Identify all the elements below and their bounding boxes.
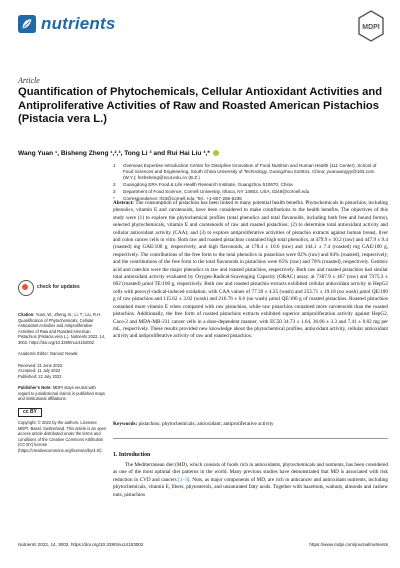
nutrients-logo-icon: [18, 15, 36, 33]
affiliation: [113, 182, 388, 188]
journal-logo[interactable]: [18, 14, 116, 34]
article-dates: [18, 363, 108, 380]
correspondence-text: Correspondence: rl23@cornell.edu; Tel.: +1-607-255-6235: [123, 196, 242, 202]
accepted-date: Accepted: 11 July 2022: [18, 368, 61, 373]
journal-name: nutrients: [41, 14, 116, 33]
affiliation-text: Guangdong ERA Food & Life Health Research Institute, Guangzhou 510670, China: [123, 182, 293, 188]
abstract-label: Abstract:: [113, 200, 135, 206]
academic-editor: Academic Editor: Dariusz Nowak: [18, 351, 78, 356]
citation-label: Citation:: [18, 312, 35, 317]
footer-journal-url[interactable]: https://www.mdpi.com/journal/nutrients: [309, 542, 388, 547]
mdpi-logo-text: MDPI: [362, 24, 380, 31]
abstract: [113, 200, 388, 341]
citation-text: Yuan, W.; Zheng, B.; Li, T.; Liu, R.H. Quantification of Phytochemicals, Cellular Antioxidant Activities and Antiproliferative Activities of Raw and Roasted American Pistachios (Pistacia vera L.). Nutrients 2022, 14, 3002. https://doi.org/10.3390/nu14153002: [18, 312, 106, 345]
intro-paragraph: [113, 462, 388, 499]
abstract-text: The consumption of pistachios has been linked to many potential health benefits. Phytochemicals in pistachios, including phenolics, vitamin E and carotenoids, have been considered to make contributions to the health benefits. The objectives of this study were (1) to explore the phytochemical profiles (total phenolics and total flavonoids, including both free and bound forms), selected phytochemicals, vitamin E and carotenoids of raw and roasted pistachios; (2) to determine total antioxidant activity and cellular antioxidant activity (CAA); and (3) to explore antiproliferative activities of pistachio extracts against human breast, liver and colon cancer cells in vitro. Both raw and roasted pistachios contained high total phenolics, at 479.9 ± 10.2 (raw) and 447.9 ± 9.4 (roasted) mg GAE/100 g, respectively, and high flavonoids, at 178.4 ± 10.6 (raw) and 144.1 ± 7.4 (roasted) mg GAE/100 g, respectively. The contributions of the free form to the total phenolics in pistachios were 82% (raw) and 84% (roasted), respectively, and the contributions of the free form to the total flavonoids in pistachios were 65% (raw) and 70% (roasted), respectively. Gentisic acid and catechin were the major phenolics in raw and roasted pistachios, respectively. Both raw and roasted pistachios had similar total antioxidant activity evaluated by Oxygen-Radical-Scavenging Capacity (ORAC) assay, at 7387.9 ± 467 (raw) and 7375.3 ± 602 (roasted) µmol TE/100 g, respectively. Both raw and roasted pistachio extracts exhibited cellular antioxidant activity in HepG2 cells with peroxyl-radical-induced oxidation, with CAA values of 77.39 ± 4.25 (wash) and 253.71 ± 19.18 (no wash) µmol QE/100 g of raw pistachios and 115.62 ± 3.02 (wash) and 216.76 ± 6.6 (no wash) µmol QE/100 g of roasted pistachios. Roasted pistachios contained more vitamin E when compared with raw pistachios, while raw pistachios contained more carotenoids than the roasted pistachios. Additionally, the free form of roasted pistachios extracts exhibited superior antiproliferation activity against HepG2, Caco-2 and MDA-MB-231 cancer cells in a dose-dependent manner, with EC50 34.73 ± 1.64, 36.66 ± 3.3 and 7.41 ± 0.82 mg per mL, respectively. These results provided new knowledge about the phytochemical profiles, antioxidant activity, cellular antioxidant activity and antiproliferative activity of raw and roasted pistachios.: [113, 200, 389, 340]
cc-by-license-badge[interactable]: cc BY: [18, 408, 42, 418]
mdpi-logo[interactable]: [358, 10, 384, 47]
mdpi-logo-icon: [358, 10, 384, 42]
affiliation-mark: 2: [113, 182, 116, 188]
footer-doi[interactable]: 2022, 14, 3002. https://doi.org/10.3390/nu14153002: [36, 542, 144, 547]
publisher-note-label: Publisher’s Note:: [18, 385, 52, 390]
published-date: Published: 22 July 2022: [18, 373, 62, 379]
affiliation-text: Overseas Expertise Introduction Center for Discipline Innovation of Food Nutrition and Human Health (111 Center), School of Food Sciences and Engineering, South China University of Technology, Guangzhou 510641, China; yuanwangyy@163.com (W.Y.); fezbsheng@scut.edu.cn (B.Z.): [123, 163, 377, 181]
keywords-text: pistachios; phytochemicals; antioxidant; antiproliferative activity: [138, 421, 274, 427]
copyright: Copyright: © 2022 by the authors. Licensee MDPI, Basel, Switzerland. This article is an open access article distributed under the terms and conditions of the Creative Commons Attribution (CC BY) license (https://creativecommons.org/licenses/by/4.0/).: [18, 420, 107, 453]
page-footer: [18, 542, 388, 547]
paper-title: Quantification of Phytochemicals, Cellular Antioxidant Activities and Antiproliferative Activities of Raw and Roasted American Pistachios (Pistacia vera L.): [18, 86, 383, 126]
intro-text-after: . Nuts, as major components of MD, are rich in anticancer and antioxidant nutrients, including phytochemicals, vitamin E, fibers, phytosterols, and unsaturated fatty acids. Together with hazelnuts, walnuts, almonds and cashew nuts, pistachios: [113, 476, 388, 498]
intro-text-before: The Mediterranean diet (MD), which consists of foods rich in antioxidants, phytochemicals and nutrients, has been considered as one of the most optimal diet patterns in the world. Many previous studies have demonstrated that MD is associated with risk reduction in CVD and cancers: [113, 462, 388, 483]
author-list: [18, 150, 220, 157]
affiliation-mark: 3: [113, 189, 116, 195]
authors-text: Wang Yuan ¹, Bisheng Zheng ¹,²,³, Tong Li ³ and Rui Hai Liu ³,*: [18, 150, 210, 157]
check-for-updates-button[interactable]: [18, 280, 108, 296]
section-divider: [113, 438, 388, 439]
introduction-text: [113, 462, 388, 499]
affiliations: [113, 163, 388, 203]
article-sidebar: [18, 280, 108, 459]
affiliation-mark: 1: [113, 163, 116, 168]
introduction-heading: 1. Introduction: [113, 452, 151, 458]
citation-link[interactable]: [1–3]: [178, 476, 190, 483]
affiliation: [113, 163, 388, 182]
article-type: Article: [18, 76, 40, 85]
footer-journal: Nutrients: [18, 542, 37, 547]
check-updates-icon: [18, 280, 34, 296]
affiliation-mark: *: [113, 196, 115, 202]
citation: [18, 312, 108, 345]
orcid-icon[interactable]: [213, 150, 219, 156]
affiliation-text: Department of Food Science, Cornell University, Ithaca, NY 14853, USA; tl248@cornell.edu: [123, 189, 310, 195]
check-updates-label: check for updates: [37, 284, 80, 291]
footer-citation: [18, 542, 143, 547]
publisher-note: [18, 385, 108, 402]
received-date: Received: 21 June 2022: [18, 362, 63, 368]
keywords-label: Keywords:: [113, 421, 138, 427]
publisher-note-text: MDPI stays neutral with regard to jurisdictional claims in published maps and institutional affiliations.: [18, 385, 105, 401]
keywords: [113, 421, 388, 428]
affiliation: [113, 189, 388, 195]
